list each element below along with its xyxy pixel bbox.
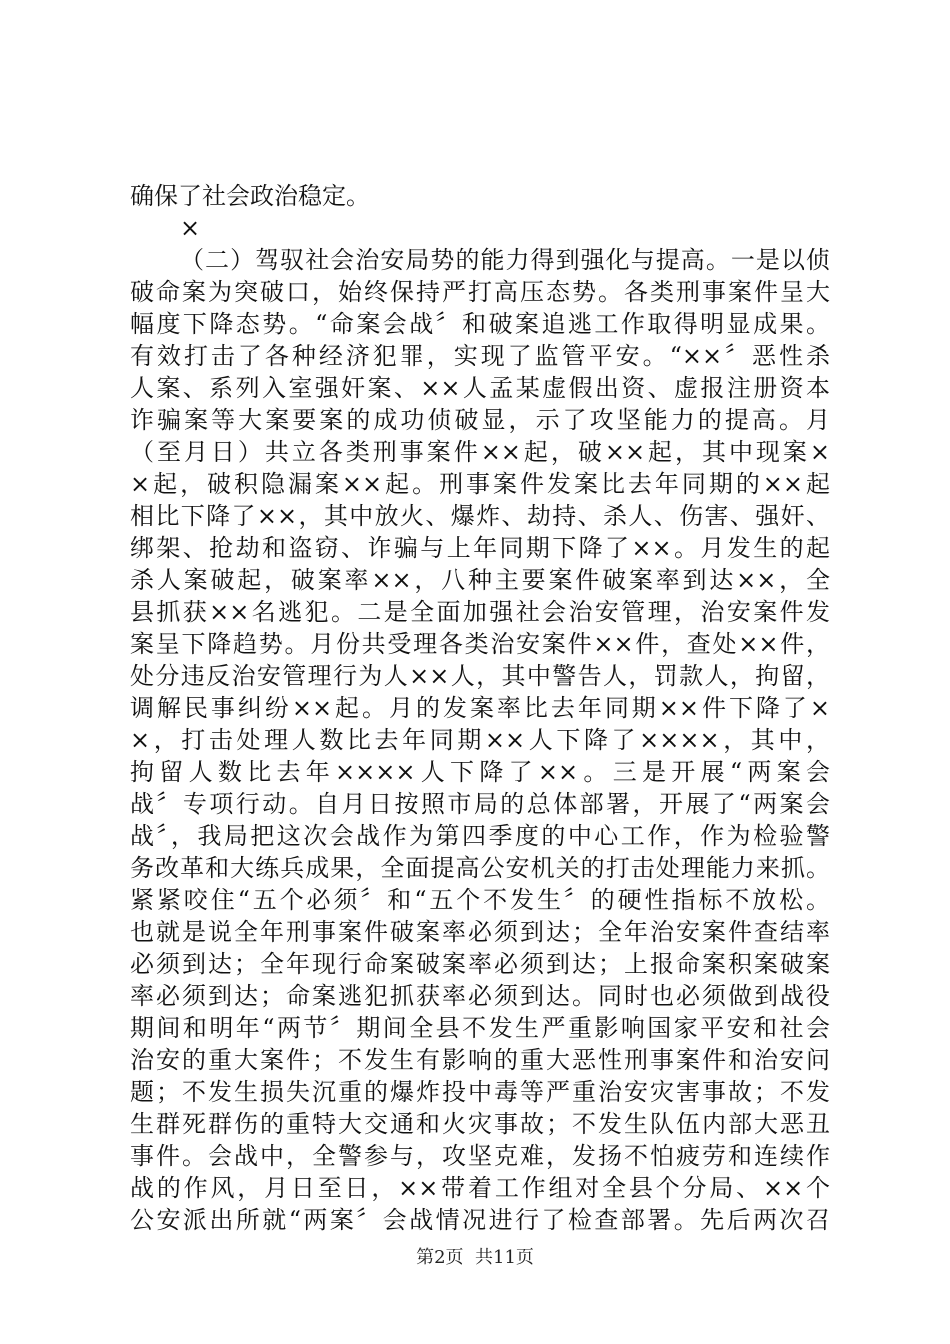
text-line: 战〞专项行动。自月日按照市局的总体部署，开展了“两案会 [130,790,830,818]
text-line: 相比下降了××，其中放火、爆炸、劫持、杀人、伤害、强奸、 [130,502,830,530]
text-line: 拘留人数比去年××××人下降了××。三是开展“两案会 [130,758,830,786]
text-line: 调解民事纠纷××起。月的发案率比去年同期××件下降了× [130,694,830,722]
paragraph-first-line: （二）驾驭社会治安局势的能力得到强化与提高。一是以侦 [180,246,830,274]
text-line: 杀人案破起，破案率××，八种主要案件破案率到达××，全 [130,566,830,594]
text-line: 题；不发生损失沉重的爆炸投中毒等严重治安灾害事故；不发 [130,1078,830,1106]
text-line: 必须到达；全年现行命案破案率必须到达；上报命案积案破案 [130,950,830,978]
page-footer [0,1246,950,1270]
text-line: 破命案为突破口，始终保持严打高压态势。各类刑事案件呈大 [130,278,830,306]
text-line-marker: × [180,214,201,242]
text-line: 也就是说全年刑事案件破案率必须到达；全年治安案件查结率 [130,918,830,946]
text-line: 生群死群伤的重特大交通和火灾事故；不发生队伍内部大恶丑 [130,1110,830,1138]
text-line: 幅度下降态势。“命案会战〞和破案追逃工作取得明显成果。 [130,310,830,338]
text-line: 务改革和大练兵成果，全面提高公安机关的打击处理能力来抓。 [130,854,830,882]
text-line: 有效打击了各种经济犯罪，实现了监管平安。“××〞恶性杀 [130,342,830,370]
text-line: 人案、系列入室强奸案、××人孟某虚假出资、虚报注册资本 [130,374,830,402]
text-line: 期间和明年“两节〞期间全县不发生严重影响国家平安和社会 [130,1014,830,1042]
page-number: 第2页 共11页 [416,1247,534,1268]
text-line: 处分违反治安管理行为人××人，其中警告人，罚款人，拘留， [130,662,830,690]
text-line: 公安派出所就“两案〞会战情况进行了检查部署。先后两次召 [130,1206,830,1234]
text-line: 绑架、抢劫和盗窃、诈骗与上年同期下降了××。月发生的起 [130,534,830,562]
text-line: 案呈下降趋势。月份共受理各类治安案件××件，查处××件， [130,630,830,658]
text-line: 治安的重大案件；不发生有影响的重大恶性刑事案件和治安问 [130,1046,830,1074]
text-line: 战〞，我局把这次会战作为第四季度的中心工作，作为检验警 [130,822,830,850]
text-line: 诈骗案等大案要案的成功侦破显，示了攻坚能力的提高。月 [130,406,830,434]
text-line: 紧紧咬住“五个必须〞和“五个不发生〞的硬性指标不放松。 [130,886,830,914]
text-line: ×起，破积隐漏案××起。刑事案件发案比去年同期的××起 [130,470,830,498]
text-line: 确保了社会政治稳定。 [130,182,370,210]
text-line: ×，打击处理人数比去年同期××人下降了××××，其中， [130,726,830,754]
text-line: 事件。会战中，全警参与，攻坚克难，发扬不怕疲劳和连续作 [130,1142,830,1170]
text-line: 战的作风，月日至日，××带着工作组对全县个分局、××个 [130,1174,830,1202]
text-line: 率必须到达；命案逃犯抓获率必须到达。同时也必须做到战役 [130,982,830,1010]
text-line: （至月日）共立各类刑事案件××起，破××起，其中现案× [130,438,830,466]
text-line: 县抓获××名逃犯。二是全面加强社会治安管理，治安案件发 [130,598,830,626]
